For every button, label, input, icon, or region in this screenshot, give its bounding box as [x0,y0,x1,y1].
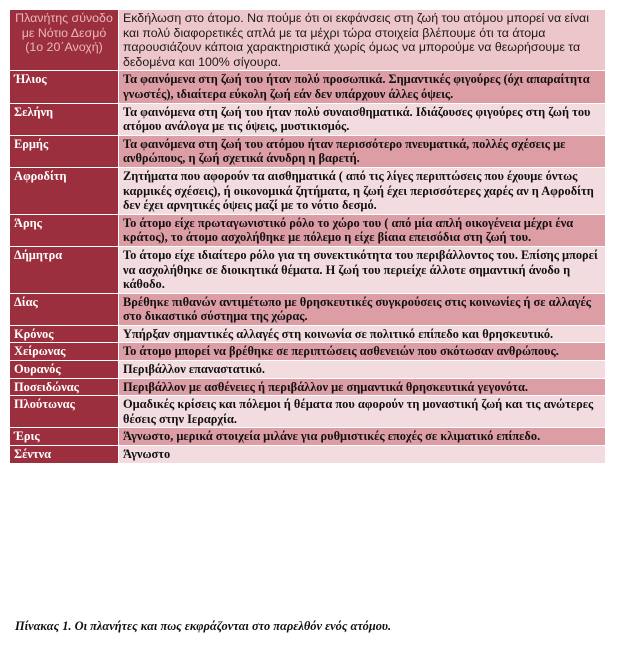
planet-description-cell: Περιβάλλον επαναστατικό. [119,361,606,379]
table-row [10,103,606,135]
planet-name-cell: Αφροδίτη [10,167,119,214]
table-row [10,378,606,396]
planet-name-cell: Δήμητρα [10,246,119,293]
planets-table [9,9,606,464]
planet-name-cell: Ουρανός [10,361,119,379]
planet-name-cell: Σελήνη [10,103,119,135]
table-row [10,325,606,343]
planet-description-cell: Υπήρξαν σημαντικές αλλαγές στη κοινωνία σε πολιτικό επίπεδο και θρησκευτικό. [119,325,606,343]
table-row [10,361,606,379]
table-row [10,135,606,167]
table-row [10,167,606,214]
planet-description-cell: Το άτομο μπορεί να βρέθηκε σε περιπτώσεις ασθενειών που σκότωσαν ανθρώπους. [119,343,606,361]
planet-description-cell: Ομαδικές κρίσεις και πόλεμοι ή θέματα που αφορούν τη μοναστική ζωή και τις ανώτερες θέσεις στην Ιεραρχία. [119,396,606,428]
table-row [10,293,606,325]
planet-description-cell: Άγνωστο [119,446,606,464]
table-row [10,428,606,446]
planet-description-cell: Άγνωστο, μερικά στοιχεία μιλάνε για ρυθμιστικές εποχές σε κλιματικό επίπεδο. [119,428,606,446]
table-row [10,446,606,464]
planet-name-cell: Έρις [10,428,119,446]
planet-name-cell: Άρης [10,214,119,246]
table-caption: Πίνακας 1. Οι πλανήτες και πως εκφράζονται στο παρελθόν ενός ατόμου. [15,619,392,633]
planet-description-cell: Βρέθηκε πιθανών αντιμέτωπο με θρησκευτικές συγκρούσεις στις κοινωνίες ή σε αλλαγές στο δικαστικό σύστημα της χώρας. [119,293,606,325]
planet-description-cell: Το άτομο είχε πρωταγωνιστικό ρόλο το χώρο του ( από μία απλή οικογένεια μέχρι ένα κράτος), το άτομο ασχολήθηκε με πόλεμο η είχε βίαια επεισόδια στη ζωή του. [119,214,606,246]
table-row [10,343,606,361]
table-row [10,246,606,293]
planet-name-cell: Ποσειδώνας [10,378,119,396]
table-header-row [10,10,606,71]
planet-name-cell: Δίας [10,293,119,325]
planet-name-cell: Ερμής [10,135,119,167]
table-row [10,214,606,246]
planet-name-cell: Ήλιος [10,71,119,103]
planet-name-cell: Πλούτωνας [10,396,119,428]
planet-description-cell: Ζητήματα που αφορούν τα αισθηματικά ( από τις λίγες περιπτώσεις που έχουμε όντως καρμικές σχέσεις), ή οικονομικά ζητήματα, η ζωή έχει περισσότερες χαρές αν η Αφροδίτη δεν έχει αρνητικές όψεις μαζί με το νότιο δεσμό. [119,167,606,214]
planet-name-cell: Σέντνα [10,446,119,464]
planet-description-cell: Τα φαινόμενα στη ζωή του ήταν πολύ προσωπικά. Σημαντικές φιγούρες (όχι απαραίτητα γνωστές), ιδιαίτερα εύκολη ζωή εάν δεν υπάρχουν άλλες όψεις. [119,71,606,103]
header-planet-cell: Πλανήτης σύνοδο με Νότιο Δεσμό (1ο 20΄Ανοχή) [10,10,119,71]
table-row [10,396,606,428]
table-row [10,71,606,103]
planet-description-cell: Τα φαινόμενα στη ζωή του ατόμου ήταν περισσότερο πνευματικά, πολλές σχέσεις με ανθρώπους, η ζωή σχετικά άνυδρη η βαρετή. [119,135,606,167]
planet-name-cell: Χείρωνας [10,343,119,361]
header-description-cell: Εκδήλωση στο άτομο. Να πούμε ότι οι εκφάνσεις στη ζωή του ατόμου μπορεί να είναι και πολύ διαφορετικές απλά με τα μέχρι τώρα στοιχεία βλέπουμε ότι τα άτομα παρουσιάζουν κάποια χαρακτηριστικά χωρίς όμως να μπορούμε να θεωρήσουμε τα δεδομένα και 100% σίγουρα. [119,10,606,71]
planet-description-cell: Τα φαινόμενα στη ζωή του ήταν πολύ συναισθηματικά. Ιδιάζουσες φιγούρες στη ζωή του ατόμου ανάλογα με τις όψεις, μυστικισμός. [119,103,606,135]
planet-description-cell: Περιβάλλον με ασθένειες ή περιβάλλον με σημαντικά θρησκευτικά γεγονότα. [119,378,606,396]
planet-name-cell: Κρόνος [10,325,119,343]
planet-description-cell: Το άτομο είχε ιδιαίτερο ρόλο για τη συνεκτικότητα του περιβάλλοντος του. Επίσης μπορεί να ασχολήθηκε σε διοικητικά θέματα. Η ζωή του περιείχε άλλοτε σημαντική άνοδο η κάθοδο. [119,246,606,293]
